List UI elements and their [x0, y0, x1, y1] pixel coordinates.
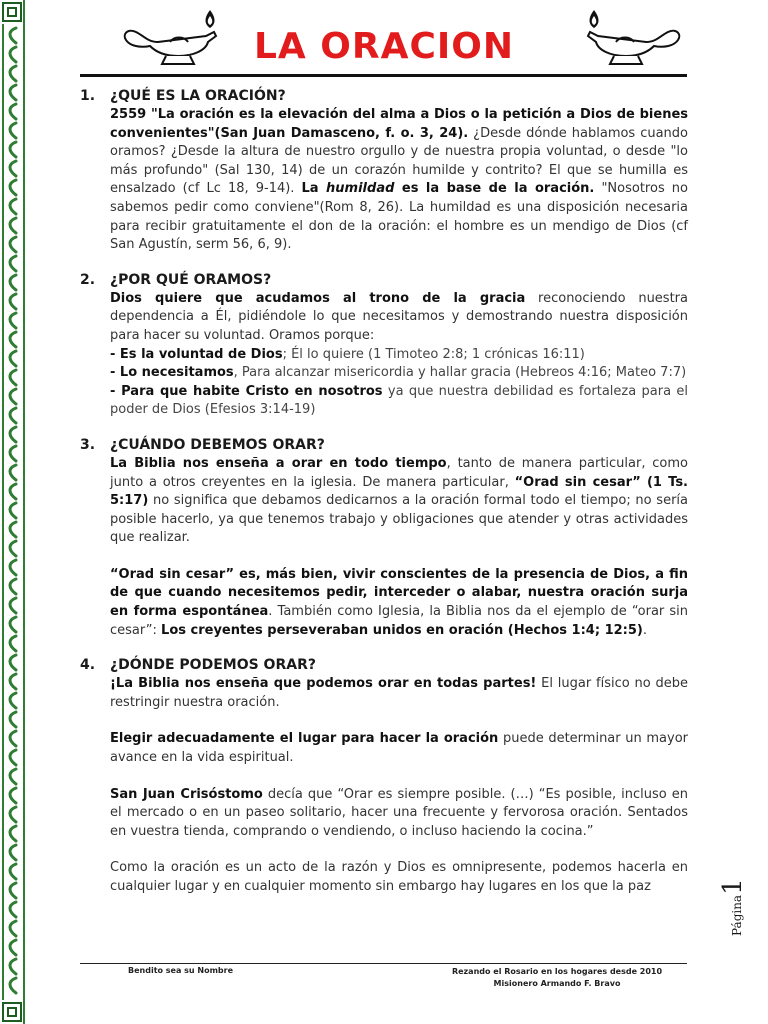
body-text: no significa que debamos dedicarnos a la oración formal todo el tiempo; no sería posible hacerlo, ya que tenemos trabajo y obligaciones que atender y otras actividades que realizar.	[110, 493, 688, 546]
section-heading	[80, 86, 688, 106]
list-item	[110, 383, 688, 420]
bold-italic-text: humildad	[326, 181, 395, 197]
body-text: ¿Desde dónde hablamos cuando oramos? ¿Desde la altura de nuestro orgullo y de nuestra propia voluntad, o desde "lo más profundo" (Sal 130, 14) de un corazón humilde y contrito? El que se humilla es ensalzado (cf Lc 18, 9-14).	[110, 125, 688, 197]
bold-text: San Juan Crisóstomo	[110, 786, 263, 802]
page-number: 1	[718, 878, 748, 895]
footer-credits	[427, 966, 687, 990]
footer-line: Rezando el Rosario en los hogares desde 2010	[451, 967, 663, 976]
section-2	[80, 270, 688, 420]
bold-text: - Lo necesitamos	[110, 365, 234, 381]
body-text: Como la oración es un acto de la razón y Dios es omnipresente, podemos hacerla en cualquier lugar y en cualquier momento sin embargo hay lugares en los que la paz	[110, 860, 688, 894]
bold-text: - Para que habite Cristo en nosotros	[110, 383, 383, 399]
section-number: 1.	[80, 88, 96, 104]
vine-pattern-icon	[0, 0, 23, 1024]
section-title: ¿DÓNDE PODEMOS ORAR?	[110, 657, 316, 674]
bold-text: 2559 "La oración es la elevación del alma a Dios o la petición a Dios de bienes convenientes"(San Juan Damasceno, f. o. 3, 24).	[110, 107, 688, 141]
section-title: ¿POR QUÉ ORAMOS?	[110, 271, 272, 288]
section-body	[110, 106, 688, 255]
page-word: Página	[730, 894, 744, 936]
bold-text: Los creyentes perseveraban unidos en oración (Hechos 1:4; 12:5)	[161, 622, 643, 638]
section-title: ¿QUÉ ES LA ORACIÓN?	[110, 88, 286, 104]
paragraph	[110, 566, 688, 640]
paragraph	[110, 730, 688, 767]
corner-ornament-bottom	[2, 1002, 22, 1022]
paragraph	[110, 786, 688, 842]
footer-divider	[80, 963, 687, 964]
section-number: 2.	[80, 271, 96, 288]
section-heading	[80, 270, 688, 290]
bold-text: La Biblia nos enseña a orar en todo tiempo	[110, 455, 447, 471]
header-divider	[80, 74, 687, 77]
bold-text: “Orad sin cesar” (1 Ts. 5:17)	[110, 474, 688, 509]
bold-text: ¡La Biblia nos enseña que podemos orar en todas partes!	[110, 676, 537, 692]
bold-text: - Es la voluntad de Dios	[110, 346, 283, 362]
document-body	[80, 86, 688, 912]
section-body	[110, 290, 688, 420]
body-text: .	[642, 622, 647, 638]
bold-text: Dios quiere que acudamos al trono de la gracia	[110, 290, 526, 306]
page-header	[80, 0, 688, 78]
body-text: , tanto de manera particular, como junto a otros creyentes en la iglesia. De manera particular,	[110, 455, 689, 490]
section-4	[80, 655, 688, 896]
paragraph	[110, 290, 688, 346]
body-text: ya que nuestra debilidad es fortaleza para el poder de Dios (Efesios 3:14-19)	[110, 383, 688, 418]
bold-text: Elegir adecuadamente el lugar para hacer la oración	[110, 731, 499, 747]
section-3	[80, 435, 688, 640]
bold-text: es la base de la oración.	[394, 181, 595, 197]
footer-line: Misionero Armando F. Bravo	[493, 979, 621, 988]
paragraph	[110, 859, 688, 896]
body-text: , Para alcanzar misericordia y hallar gracia (Hebreos 4:16; Mateo 7:7)	[233, 365, 687, 381]
corner-ornament-top	[2, 2, 22, 22]
body-text: ; Él lo quiere (1 Timoteo 2:8; 1 crónicas 16:11)	[282, 346, 585, 362]
section-1	[80, 86, 688, 255]
body-text: . También como Iglesia, la Biblia nos da el ejemplo de “orar sin cesar”:	[110, 604, 688, 638]
bold-text: “Orad sin cesar” es, más bien, vivir conscientes de la presencia de Dios, a fin de que cuando necesitemos pedir, interceder o alabar, nuestra oración surja en forma espontánea	[110, 566, 688, 620]
list-item	[110, 364, 688, 383]
section-number: 4.	[80, 657, 96, 674]
page-title: LA ORACION	[253, 26, 515, 67]
section-title: ¿CUÁNDO DEBEMOS ORAR?	[110, 436, 325, 453]
paragraph	[110, 455, 688, 548]
section-heading	[80, 435, 688, 455]
body-text: El lugar físico no debe restringir nuestra oración.	[110, 676, 688, 710]
section-body	[110, 455, 688, 640]
section-heading	[80, 655, 688, 675]
footer-motto: Bendito sea su Nombre	[128, 966, 234, 975]
page-number-label	[714, 876, 748, 936]
paragraph	[110, 675, 688, 712]
decorative-border	[0, 0, 25, 1024]
body-text: puede determinar un mayor avance en la vida espiritual.	[110, 731, 688, 766]
paragraph	[110, 106, 688, 255]
bold-text: La	[301, 181, 327, 197]
body-text: "Nosotros no sabemos pedir como conviene"(Rom 8, 26). La humildad es una disposición necesaria para recibir gratuitamente el don de la oración: el hombre es un mendigo de Dios (cf San Agustín, serm 56, 6, 9).	[110, 181, 688, 253]
body-text: decía que “Orar es siempre posible. (…) “Es posible, incluso en el mercado o en un paseo solitario, hacer una frecuente y fervorosa oración. Sentados en vuestra tienda, comprando o vendiendo, o incluso haciendo la cocina.”	[110, 786, 688, 839]
section-number: 3.	[80, 436, 96, 453]
body-text: reconociendo nuestra dependencia a Él, pidiéndole lo que necesitamos y demostrando nuestra disposición para hacer su voluntad. Oramos porque:	[110, 290, 688, 343]
list-item	[110, 346, 688, 365]
section-body	[110, 675, 688, 896]
